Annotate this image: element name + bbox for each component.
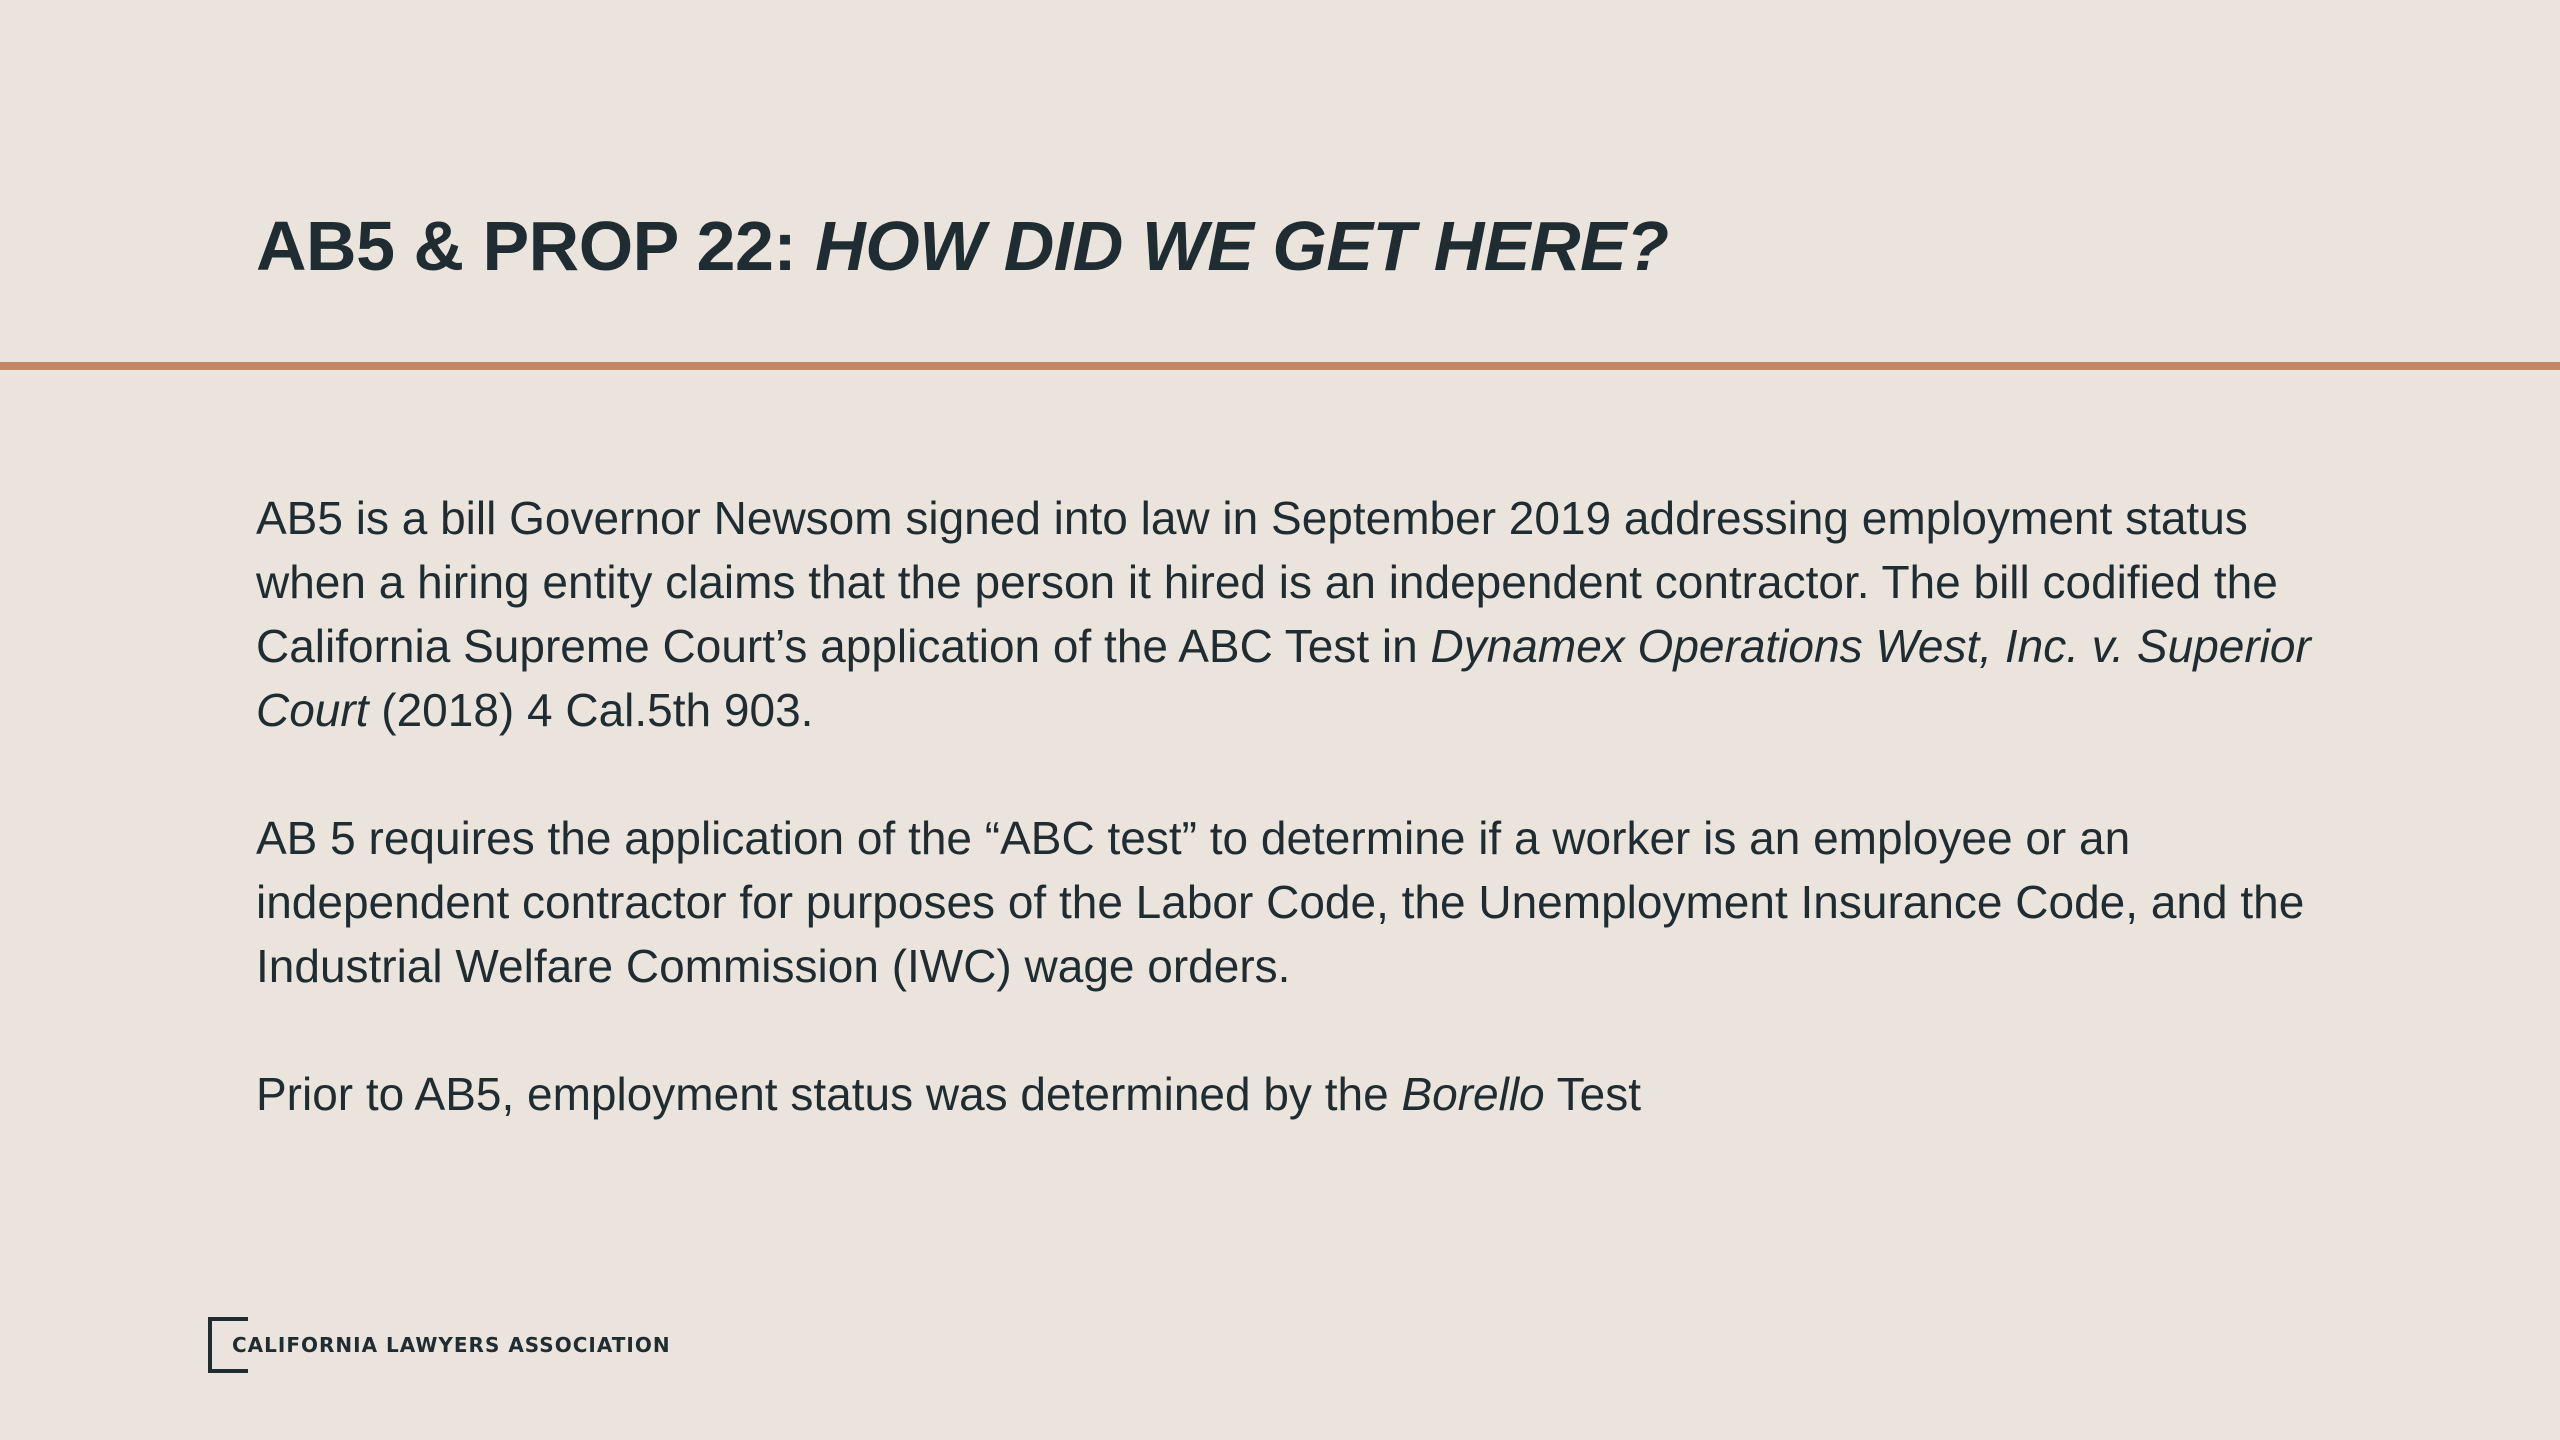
paragraph-abc-test: [256, 806, 2316, 998]
paragraph-borello: [256, 1062, 2316, 1126]
paragraph-text: AB 5 requires the application of the “ABC test” to determine if a worker is an employee or an independent contractor for purposes of the Labor Code, the Unemployment Insurance Code, and the Industrial Welfare Commission (IWC) wage orders.: [256, 812, 2305, 992]
slide-title-main: AB5 & PROP 22:: [256, 207, 816, 285]
slide-body: [256, 486, 2316, 1190]
paragraph-ab5-definition: [256, 486, 2316, 742]
case-name-dynamex: Dynamex Operations West, Inc. v. Superior Court: [256, 620, 2311, 736]
cla-logo: [208, 1314, 671, 1376]
paragraph-text: AB5 is a bill Governor Newsom signed into law in September 2019 addressing employment status when a hiring entity claims that the person it hired is an independent contractor. The bill codified the California Supreme Court’s application of the ABC Test in: [256, 492, 2278, 672]
slide-title: [256, 196, 2456, 296]
case-name-borello: Borello: [1401, 1068, 1545, 1120]
logo-text: CALIFORNIA LAWYERS ASSOCIATION: [232, 1333, 671, 1357]
title-divider: [0, 362, 2560, 370]
paragraph-text: Test: [1544, 1068, 1641, 1120]
paragraph-text: (2018) 4 Cal.5th 903.: [368, 684, 814, 736]
paragraph-text: Prior to AB5, employment status was determined by the: [256, 1068, 1402, 1120]
slide-title-emphasis: HOW DID WE GET HERE?: [815, 207, 1669, 285]
